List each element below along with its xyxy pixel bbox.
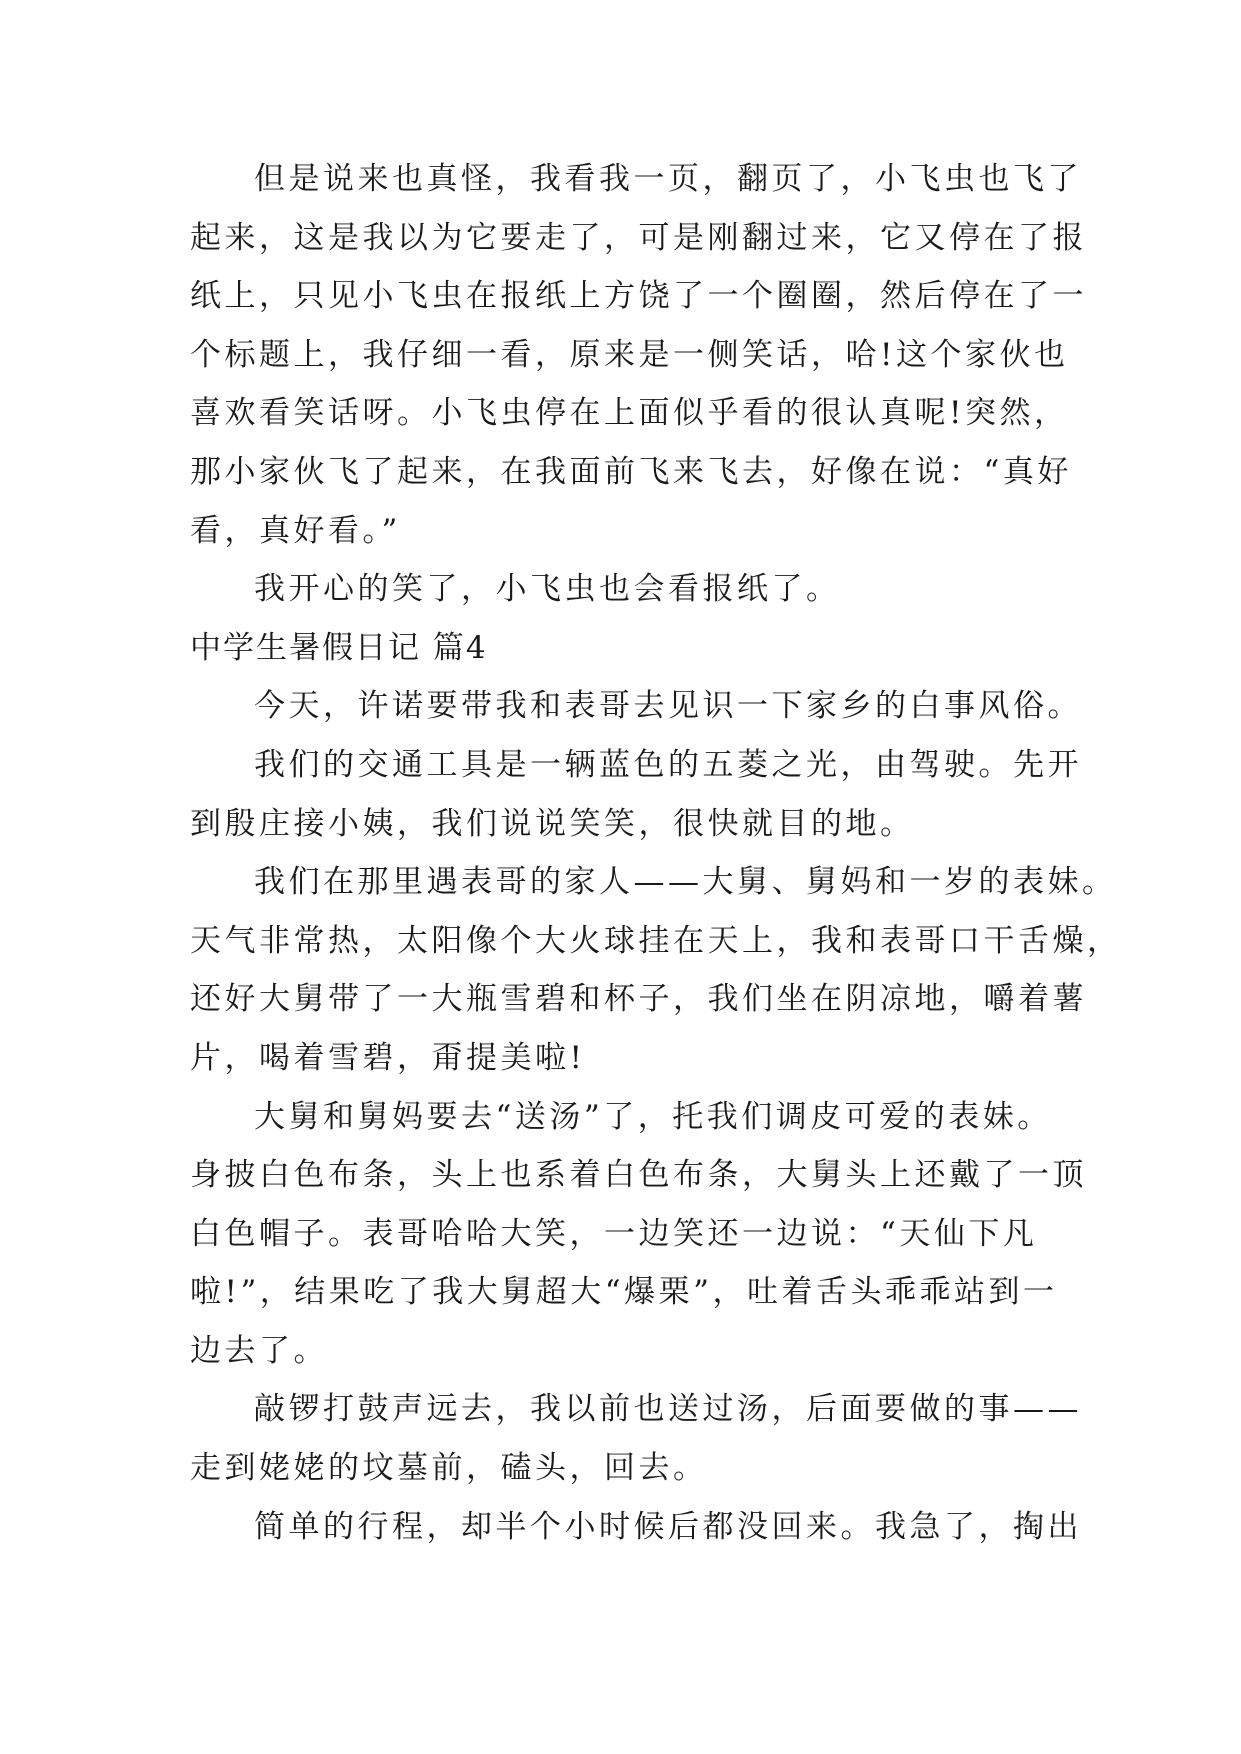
text-line: 今天，许诺要带我和表哥去见识一下家乡的白事风俗。 xyxy=(254,688,1082,725)
text-line: 还好大舅带了一大瓶雪碧和杯子，我们坐在阴凉地，嚼着薯 xyxy=(190,981,1087,1018)
text-line: 敲锣打鼓声远去，我以前也送过汤，后面要做的事—— xyxy=(254,1391,1082,1428)
section-heading: 中学生暑假日记 篇4 xyxy=(190,629,488,666)
text-line: 大舅和舅妈要去“送汤”了，托我们调皮可爱的表妹。 xyxy=(254,1098,1052,1135)
text-line: 啦!”，结果吃了我大舅超大“爆栗”，吐着舌头乖乖站到一 xyxy=(190,1274,1058,1311)
text-line: 但是说来也真怪，我看我一页，翻页了，小飞虫也飞了 xyxy=(254,161,1082,197)
text-line: 我们的交通工具是一辆蓝色的五菱之光，由驾驶。先开 xyxy=(254,746,1082,783)
text-line: 我开心的笑了，小飞虫也会看报纸了。 xyxy=(254,571,841,608)
text-line: 我们在那里遇表哥的家人——大舅、舅妈和一岁的表妹。 xyxy=(254,864,1117,901)
text-line: 片，喝着雪碧，甭提美啦! xyxy=(190,1039,586,1076)
text-line: 简单的行程，却半个小时候后都没回来。我急了，掏出 xyxy=(254,1508,1082,1545)
text-line: 起来，这是我以为它要走了，可是刚翻过来，它又停在了报 xyxy=(190,219,1087,256)
text-line: 喜欢看笑话呀。小飞虫停在上面似乎看的很认真呢!突然， xyxy=(190,395,1069,432)
document-body xyxy=(190,150,1122,1556)
text-line: 天气非常热，太阳像个大火球挂在天上，我和表哥口干舌燥， xyxy=(190,922,1122,959)
text-line: 到殷庄接小姨，我们说说笑笑，很快就目的地。 xyxy=(190,805,915,842)
text-line: 边去了。 xyxy=(190,1332,328,1369)
text-line: 纸上，只见小飞虫在报纸上方饶了一个圈圈，然后停在了一 xyxy=(190,278,1087,315)
text-line: 个标题上，我仔细一看，原来是一侧笑话，哈!这个家伙也 xyxy=(190,336,1069,373)
text-line: 白色帽子。表哥哈哈大笑，一边笑还一边说：“天仙下凡 xyxy=(190,1215,1038,1252)
text-line: 那小家伙飞了起来，在我面前飞来飞去，好像在说：“真好 xyxy=(190,453,1072,490)
text-line: 身披白色布条，头上也系着白色布条，大舅头上还戴了一顶 xyxy=(190,1157,1087,1194)
text-line: 看，真好看。” xyxy=(190,512,401,549)
text-line: 走到姥姥的坟墓前，磕头，回去。 xyxy=(190,1450,708,1487)
